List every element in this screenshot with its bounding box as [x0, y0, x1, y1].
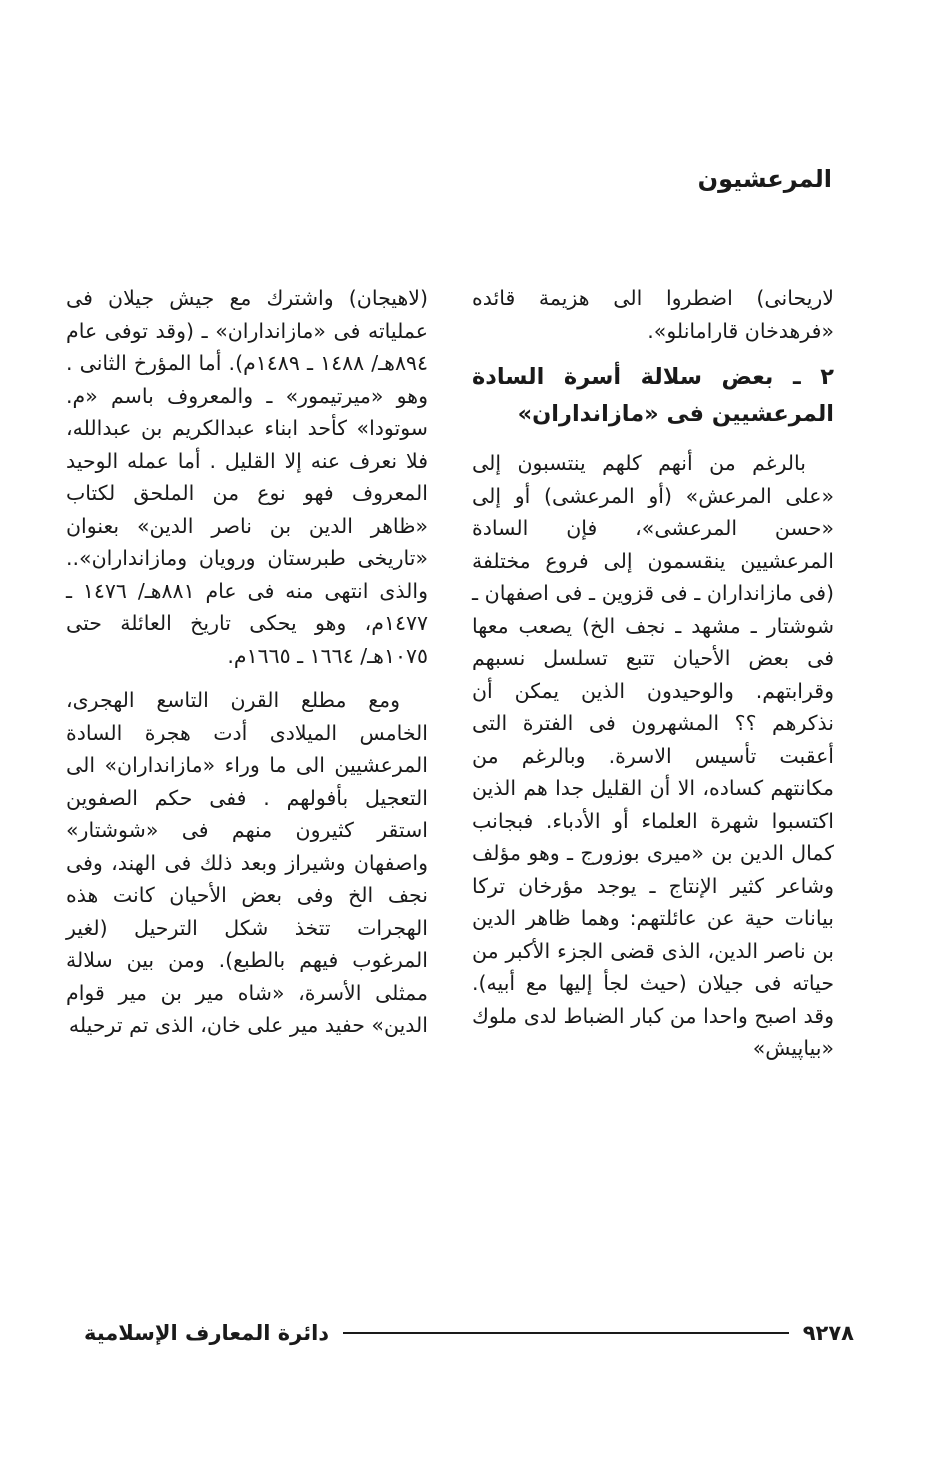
right-column: [472, 282, 834, 1077]
left-column-paragraph-2: ومع مطلع القرن التاسع الهجرى، الخامس الميلادى أدت هجرة السادة المرعشيين الى ما وراء «مازانداران» الى التعجيل بأفولهم . ففى حكم الصفوين استقر كثيرون منهم فى «شوشتار» واصفهان وشيراز وبعد ذلك فى الهند، وفى نجف الخ وفى بعض الأحيان كانت هذه الهجرات تتخذ شكل الترحيل (لغير المرغوب فيهم بالطبع). ومن بين سلالة ممثلى الأسرة، «شاه مير بن مير قوام الدين» حفيد مير على خان، الذى تم ترحيله: [66, 688, 428, 1037]
right-column-paragraph-2: بالرغم من أنهم كلهم ينتسبون إلى «على المرعش» (أو المرعشى) أو إلى «حسن المرعشى»، فإن السادة المرعشيين ينقسمون إلى فروع مختلفة (فى مازانداران ـ فى قزوين ـ فى اصفهان ـ شوشتار ـ مشهد ـ نجف الخ) يصعب معها فى بعض الأحيان تتبع تسلسل نسبهم وقرابتهم. والوحيدون الذين يمكن أن نذكرهم ؟؟ المشهرون فى الفترة التى أعقبت تأسيس الاسرة. وبالرغم من مكانتهم كساده، الا أن القليل جدا هم الذين اكتسبوا شهرة العلماء أو الأدباء. فبجانب كمال الدين بن «ميرى بوزورج ـ وهو مؤلف وشاعر كثير الإنتاج ـ يوجد مؤرخان تركا بيانات حية عن عائلتهم: وهما ظاهر الدين بن ناصر الدين، الذى قضى الجزء الأكبر من حياته فى جيلان (حيث لجأ إليها مع أبيه). وقد اصبح واحدا من كبار الضباط لدى ملوك «بياپيش»: [472, 451, 834, 1060]
right-column-paragraph-1: لاريحانى) اضطروا الى هزيمة قائده «فرهدخان قارامانلو».: [472, 286, 834, 343]
running-head: المرعشيون: [697, 165, 832, 193]
publication-title: دائرة المعارف الإسلامية: [84, 1321, 330, 1345]
page-number: ٩٢٧٨: [802, 1321, 854, 1345]
left-column: [66, 282, 428, 1054]
left-column-paragraph-1: (لاهيجان) واشترك مع جيش جيلان فى عملياته فى «مازانداران» ـ (وقد توفى عام ٨٩٤هـ/ ١٤٨٨ ـ ١٤٨٩م). أما المؤرخ الثانى . وهو «ميرتيمور» ـ والمعروف باسم «م. سوتودا» كأحد ابناء عبدالكريم بن عبدالله، فلا نعرف عنه إلا القليل . أما عمله الوحيد المعروف فهو نوع من الملحق لكتاب «ظاهر الدين بن ناصر الدين» بعنوان «تاريخى طبرستان ورويان ومازانداران».. والذى انتهى منه فى عام ٨٨١هـ/ ١٤٧٦ ـ ١٤٧٧م، وهو يحكى تاريخ العائلة حتى ١٠٧٥هـ/ ١٦٦٤ ـ ١٦٦٥م.: [66, 286, 428, 668]
footer-divider: [343, 1332, 789, 1334]
page-footer: [84, 1316, 854, 1350]
section-heading: ٢ ـ بعض سلالة أسرة السادة المرعشيين فى «مازانداران»: [472, 364, 834, 427]
